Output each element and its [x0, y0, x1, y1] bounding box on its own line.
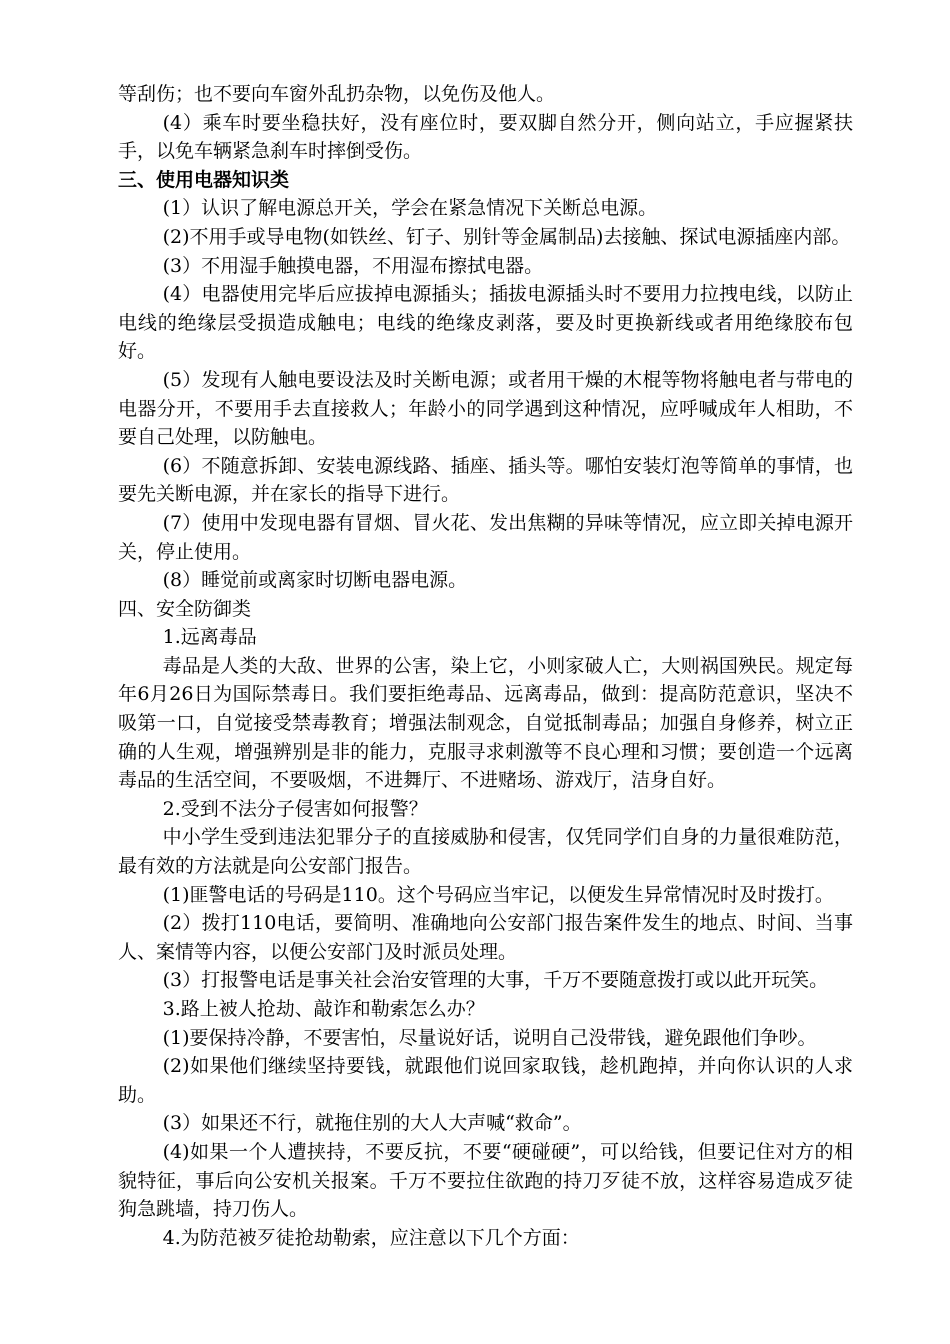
paragraph-drugs: 毒品是人类的大敌、世界的公害，染上它，小则家破人亡，大则祸国殃民。规定每年6月26日为国际禁毒日。我们要拒绝毒品、远离毒品，做到：提高防范意识，坚决不吸第一口，自觉接受禁毒教育；增强法制观念，自觉抵制毒品；加强自身修养，树立正确的人生观，增强辨别是非的能力，克服寻求刺激等不良心理和习惯；要创造一个远离毒品的生活空间，不要吸烟，不进舞厅、不进赌场、游戏厅，洁身自好。 — [118, 654, 853, 792]
paragraph-report-intro: 中小学生受到违法犯罪分子的直接威胁和侵害，仅凭同学们自身的力量很难防范，最有效的方法就是向公安部门报告。 — [118, 826, 853, 878]
paragraph-electrical-6: (6）不随意拆卸、安装电源线路、插座、插头等。哪怕安装灯泡等简单的事情，也要先关断电源，并在家长的指导下进行。 — [118, 454, 853, 506]
subheading-report-police: 2.受到不法分子侵害如何报警？ — [162, 797, 428, 820]
paragraph-electrical-7: (7）使用中发现电器有冒烟、冒火花、发出焦糊的异味等情况，应立即关掉电源开关，停止使用。 — [118, 511, 853, 563]
subheading-robbery: 3.路上被人抢劫、敲诈和勒索怎么办？ — [162, 998, 485, 1020]
paragraph-electrical-5: (5）发现有人触电要设法及时关断电源；或者用干燥的木棍等物将触电者与带电的电器分开，不要用手去直接救人；年龄小的同学遇到这种情况，应呼喊成年人相助，不要自己处理，以防触电。 — [118, 368, 853, 449]
paragraph-ride-safety-4: (4）乘车时要坐稳扶好，没有座位时，要双脚自然分开，侧向站立，手应握紧扶手，以免车辆紧急刹车时摔倒受伤。 — [118, 111, 853, 163]
paragraph-electrical-1: (1）认识了解电源总开关，学会在紧急情况下关断总电源。 — [162, 197, 658, 220]
paragraph-robbery-1: (1)要保持冷静，不要害怕，尽量说好话，说明自己没带钱，避免跟他们争吵。 — [162, 1026, 817, 1049]
subheading-prevention: 4.为防范被歹徒抢劫勒索，应注意以下几个方面： — [162, 1226, 580, 1249]
paragraph-robbery-2: (2)如果他们继续坚持要钱，就跟他们说回家取钱，趁机跑掉，并向你认识的人求助。 — [118, 1055, 853, 1106]
paragraph-electrical-8: (8）睡觉前或离家时切断电器电源。 — [162, 569, 468, 592]
section-heading-electrical: 三、使用电器知识类 — [118, 168, 290, 191]
section-heading-defense: 四、安全防御类 — [118, 597, 252, 620]
paragraph-continued: 等刮伤；也不要向车窗外乱扔杂物，以免伤及他人。 — [118, 83, 556, 105]
paragraph-electrical-4: (4）电器使用完毕后应拔掉电源插头；插拔电源插头时不要用力拉拽电线，以防止电线的绝缘层受损造成触电；电线的绝缘皮剥落，要及时更换新线或者用绝缘胶布包好。 — [118, 283, 853, 363]
paragraph-electrical-2: (2)不用手或导电物(如铁丝、钉子、别针等金属制品)去接触、探试电源插座内部。 — [162, 225, 851, 248]
paragraph-report-3: (3）打报警电话是事关社会治安管理的大事，千万不要随意拨打或以此开玩笑。 — [162, 969, 829, 992]
subheading-drugs: 1.远离毒品 — [162, 626, 257, 649]
paragraph-robbery-4: (4)如果一个人遭挟持，不要反抗，不要“硬碰硬”，可以给钱，但要记住对方的相貌特征，事后向公安机关报案。千万不要拉住欲跑的持刀歹徒不放，这样容易造成歹徒狗急跳墙，持刀伤人。 — [118, 1140, 853, 1221]
paragraph-report-2: (2）拨打110电话，要简明、准确地向公安部门报告案件发生的地点、时间、当事人、案情等内容，以便公安部门及时派员处理。 — [118, 912, 853, 963]
paragraph-report-1: (1)匪警电话的号码是110。这个号码应当牢记，以便发生异常情况时及时拨打。 — [162, 883, 834, 906]
paragraph-electrical-3: (3）不用湿手触摸电器，不用湿布擦拭电器。 — [162, 254, 544, 277]
paragraph-robbery-3: (3）如果还不行，就拖住别的大人大声喊“救命”。 — [162, 1112, 582, 1135]
document-page — [118, 80, 853, 1252]
